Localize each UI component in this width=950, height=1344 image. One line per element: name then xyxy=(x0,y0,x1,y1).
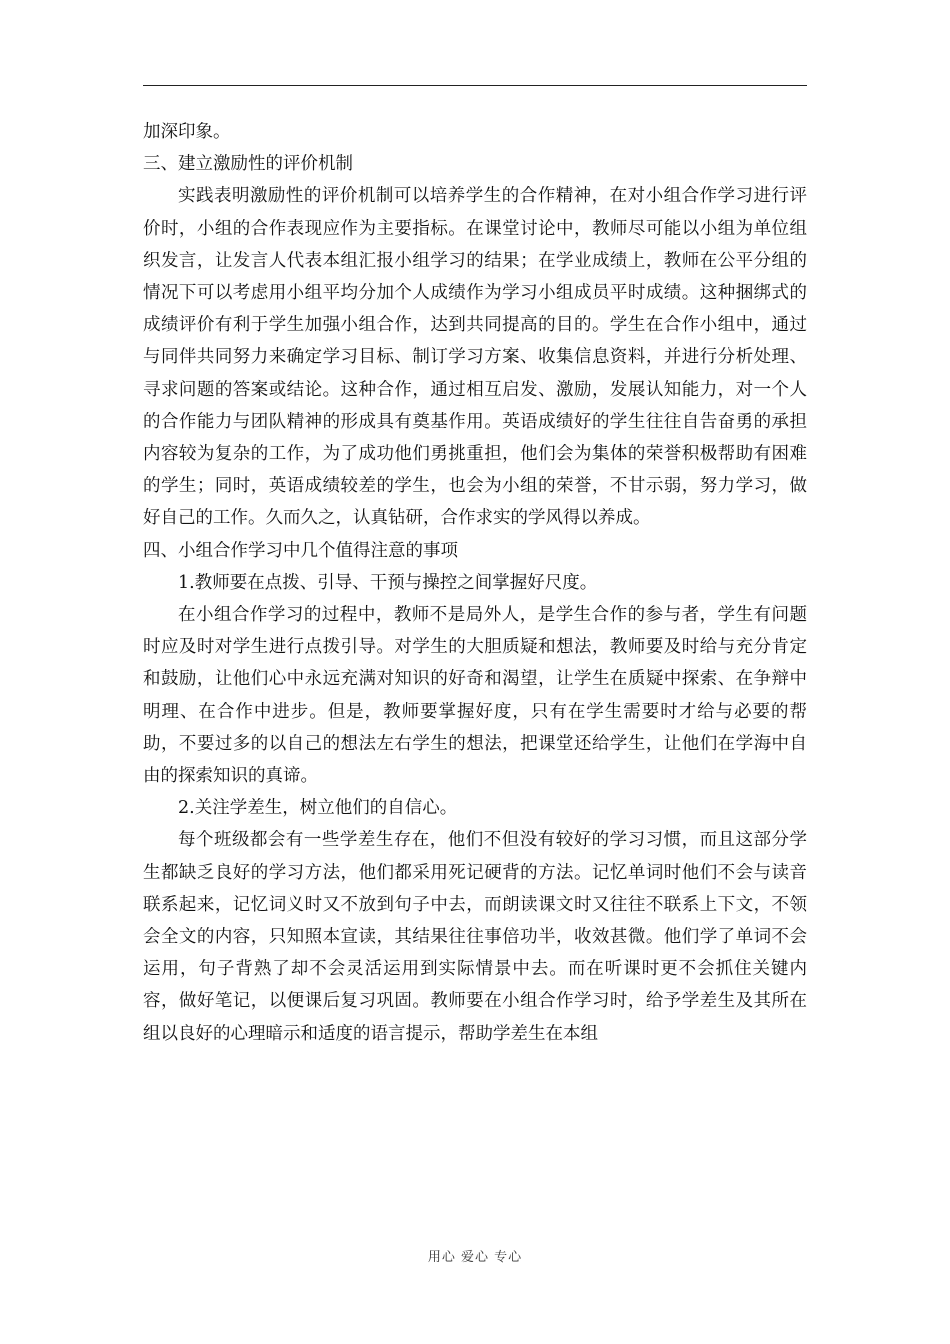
section-heading-4: 四、小组合作学习中几个值得注意的事项 xyxy=(143,540,458,561)
paragraph-guidance: 在小组合作学习的过程中，教师不是局外人，是学生合作的参与者，学生有问题时应及时对学生进行点拨引导。对学生的大胆质疑和想法，教师要及时给与充分肯定和鼓励，让他们心中永远充满对知识的好奇和渴望，让学生在质疑中探索、在争辩中明理、在合作中进步。但是，教师要掌握好度，只有在学生需要时才给与必要的帮助，不要过多的以自己的想法左右学生的想法，把课堂还给学生，让他们在学海中自由的探索知识的真谛。 xyxy=(143,605,807,787)
header-rule xyxy=(143,85,807,86)
section-heading-3: 三、建立激励性的评价机制 xyxy=(143,154,353,175)
paragraph-continuation: 加深印象。 xyxy=(143,122,231,142)
document-body xyxy=(143,116,807,1050)
paragraph-weak-students: 每个班级都会有一些学差生存在，他们不但没有较好的学习习惯，而且这部分学生都缺乏良好的学习方法，他们都采用死记硬背的方法。记忆单词时他们不会与读音联系起来，记忆词义时又不放到句子中去，而朗读课文时又往往不联系上下文，不领会全文的内容，只知照本宣读，其结果往往事倍功半，收效甚微。他们学了单词不会运用，句子背熟了却不会灵活运用到实际情景中去。而在听课时更不会抓住关键内容，做好笔记，以便课后复习巩固。教师要在小组合作学习时，给予学差生及其所在组以良好的心理暗示和适度的语言提示，帮助学差生在本组 xyxy=(143,830,807,1044)
subheading-2: 2.关注学差生，树立他们的自信心。 xyxy=(178,798,458,819)
page-footer: 用心 爱心 专心 xyxy=(427,1250,523,1265)
paragraph-evaluation: 实践表明激励性的评价机制可以培养学生的合作精神，在对小组合作学习进行评价时，小组的合作表现应作为主要指标。在课堂讨论中，教师尽可能以小组为单位组织发言，让发言人代表本组汇报小组学习的结果；在学业成绩上，教师在公平分组的情况下可以考虑用小组平均分加个人成绩作为学习小组成员平时成绩。这种捆绑式的成绩评价有利于学生加强小组合作，达到共同提高的目的。学生在合作小组中，通过与同伴共同努力来确定学习目标、制订学习方案、收集信息资料，并进行分析处理、寻求问题的答案或结论。这种合作，通过相互启发、激励，发展认知能力，对一个人的合作能力与团队精神的形成具有奠基作用。英语成绩好的学生往往自告奋勇的承担内容较为复杂的工作，为了成功他们勇挑重担，他们会为集体的荣誉积极帮助有困难的学生；同时，英语成绩较差的学生，也会为小组的荣誉，不甘示弱，努力学习，做好自己的工作。久而久之，认真钻研，合作求实的学风得以养成。 xyxy=(143,186,807,529)
subheading-1: 1.教师要在点拨、引导、干预与操控之间掌握好尺度。 xyxy=(178,572,598,593)
